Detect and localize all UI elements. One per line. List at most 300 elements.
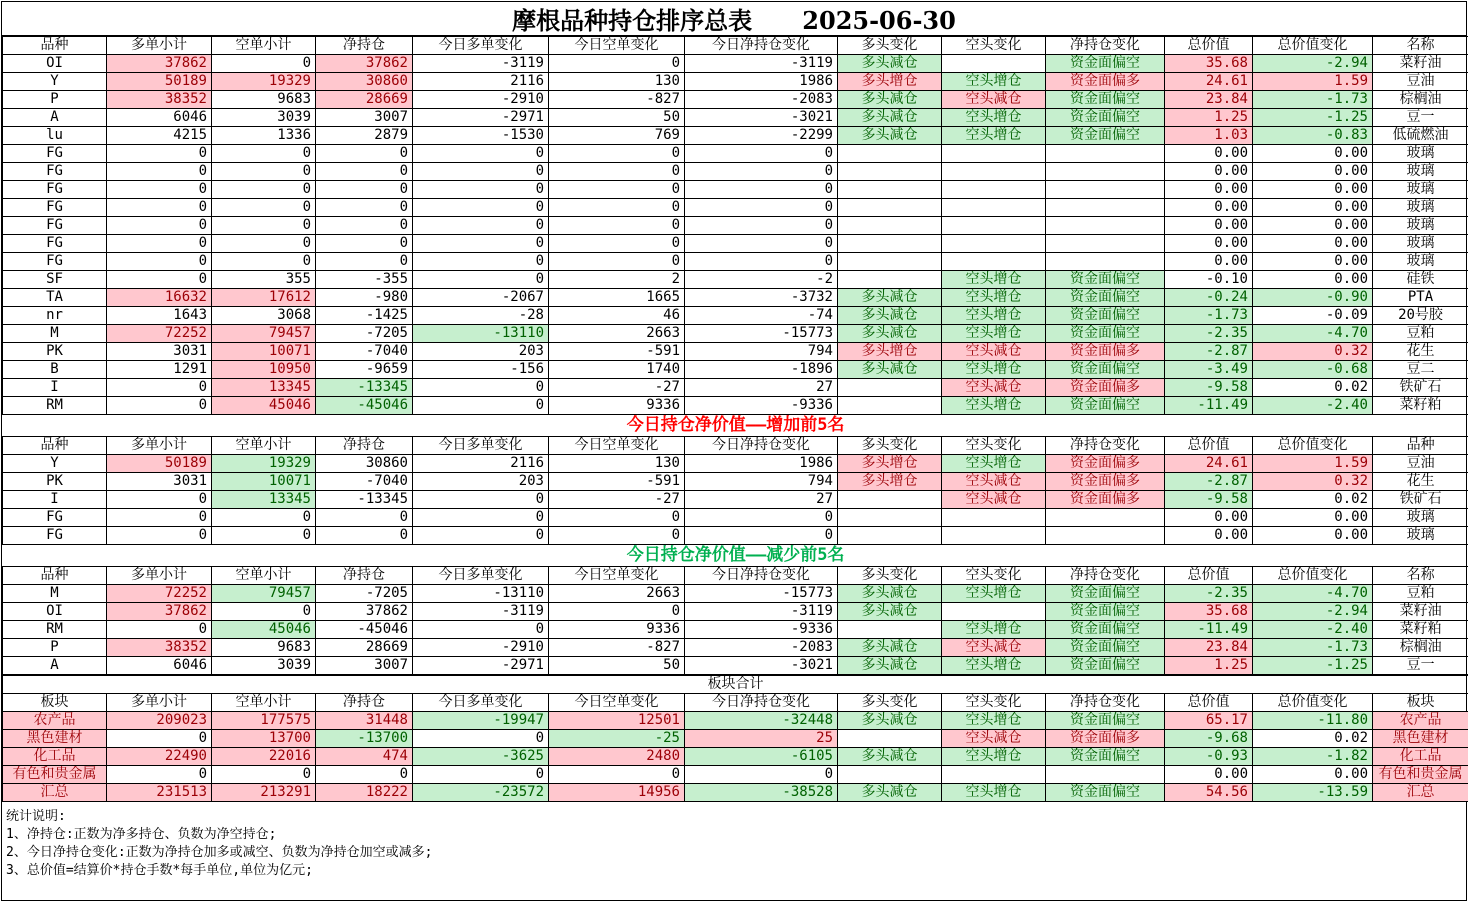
sector-cell: 12501 xyxy=(549,712,685,730)
increase-cell: 铁矿石 xyxy=(1373,491,1468,509)
increase-cell: 空头减仓 xyxy=(942,473,1046,491)
sector-cell: -0.93 xyxy=(1165,748,1253,766)
sector-cell: 13700 xyxy=(212,730,316,748)
main-cell xyxy=(838,199,942,217)
increase-cell: 0 xyxy=(413,491,549,509)
main-cell: 794 xyxy=(685,343,838,361)
main-cell: 多头增仓 xyxy=(838,73,942,91)
sector-header-row xyxy=(3,694,1468,712)
main-cell: 1.03 xyxy=(1165,127,1253,145)
main-cell: 46 xyxy=(549,307,685,325)
main-cell: RM xyxy=(3,397,107,415)
sector-cell: 黑色建材 xyxy=(3,730,107,748)
main-cell: 0 xyxy=(212,199,316,217)
main-cell: -2083 xyxy=(685,91,838,109)
main-cell: 1740 xyxy=(549,361,685,379)
main-cell: 10950 xyxy=(212,361,316,379)
column-header: 净持仓 xyxy=(316,694,413,712)
main-cell xyxy=(1046,253,1165,271)
sector-cell xyxy=(942,766,1046,784)
column-header: 今日净持仓变化 xyxy=(685,567,838,585)
column-header: 板块 xyxy=(1373,694,1468,712)
main-cell: 0 xyxy=(413,181,549,199)
sector-cell: 18222 xyxy=(316,784,413,802)
sector-cell: 汇总 xyxy=(1373,784,1468,802)
decrease-cell: 棕榈油 xyxy=(1373,639,1468,657)
decrease-cell: 0 xyxy=(549,603,685,621)
increase-cell: 2116 xyxy=(413,455,549,473)
main-cell: 1643 xyxy=(107,307,212,325)
main-cell: 0 xyxy=(549,55,685,73)
decrease-cell: 空头增仓 xyxy=(942,621,1046,639)
main-cell: 资金面偏空 xyxy=(1046,55,1165,73)
increase-cell: I xyxy=(3,491,107,509)
decrease-cell: M xyxy=(3,585,107,603)
increase-cell: 203 xyxy=(413,473,549,491)
decrease-cell: -1.73 xyxy=(1253,639,1373,657)
main-cell: 9683 xyxy=(212,91,316,109)
spreadsheet xyxy=(1,1,1467,901)
main-cell: 0 xyxy=(212,55,316,73)
main-cell: 3068 xyxy=(212,307,316,325)
main-cell: 0 xyxy=(413,199,549,217)
main-cell: 19329 xyxy=(212,73,316,91)
decrease-cell: 多头减仓 xyxy=(838,657,942,675)
sector-cell: -19947 xyxy=(413,712,549,730)
main-cell: 23.84 xyxy=(1165,91,1253,109)
column-header: 品种 xyxy=(3,437,107,455)
increase-cell: Y xyxy=(3,455,107,473)
increase-cell xyxy=(838,491,942,509)
main-cell: -2 xyxy=(685,271,838,289)
main-cell: -2.87 xyxy=(1165,343,1253,361)
sector-cell: -11.80 xyxy=(1253,712,1373,730)
sector-cell: 0.00 xyxy=(1165,766,1253,784)
column-header: 名称 xyxy=(1373,567,1468,585)
column-header: 今日多单变化 xyxy=(413,437,549,455)
increase-cell: 0 xyxy=(413,527,549,545)
decrease-cell: -2.40 xyxy=(1253,621,1373,639)
decrease-cell: -3119 xyxy=(685,603,838,621)
decrease-cell: 资金面偏空 xyxy=(1046,585,1165,603)
sector-cell: 22016 xyxy=(212,748,316,766)
sector-cell: 空头增仓 xyxy=(942,712,1046,730)
column-header: 空头变化 xyxy=(942,567,1046,585)
main-cell: 0 xyxy=(413,397,549,415)
main-cell xyxy=(942,163,1046,181)
decrease-cell: 79457 xyxy=(212,585,316,603)
increase-cell: 花生 xyxy=(1373,473,1468,491)
main-cell: -0.24 xyxy=(1165,289,1253,307)
main-cell: -827 xyxy=(549,91,685,109)
increase-cell: -9.58 xyxy=(1165,491,1253,509)
column-header: 今日多单变化 xyxy=(413,694,549,712)
decrease-row xyxy=(3,639,1468,657)
sector-cell: 资金面偏多 xyxy=(1046,730,1165,748)
main-cell: 0 xyxy=(107,379,212,397)
main-cell: 空头增仓 xyxy=(942,289,1046,307)
increase-section xyxy=(2,415,1468,545)
main-cell: 4215 xyxy=(107,127,212,145)
main-cell: 资金面偏空 xyxy=(1046,289,1165,307)
increase-cell: 0.00 xyxy=(1165,509,1253,527)
main-cell: 0 xyxy=(107,163,212,181)
main-cell xyxy=(1046,235,1165,253)
main-cell: 1291 xyxy=(107,361,212,379)
increase-cell: 10071 xyxy=(212,473,316,491)
sector-cell: -1.82 xyxy=(1253,748,1373,766)
section-title-sector: 板块合计 xyxy=(3,676,1468,694)
main-cell: 空头增仓 xyxy=(942,307,1046,325)
main-cell: 769 xyxy=(549,127,685,145)
main-cell: 0 xyxy=(212,145,316,163)
decrease-cell: 3007 xyxy=(316,657,413,675)
decrease-row xyxy=(3,585,1468,603)
column-header: 总价值变化 xyxy=(1253,437,1373,455)
decrease-cell: -2910 xyxy=(413,639,549,657)
main-cell: 0.00 xyxy=(1165,181,1253,199)
main-cell: 0 xyxy=(549,199,685,217)
decrease-cell: -45046 xyxy=(316,621,413,639)
sector-cell: -9.68 xyxy=(1165,730,1253,748)
increase-cell: 794 xyxy=(685,473,838,491)
main-cell: -156 xyxy=(413,361,549,379)
main-cell: 0.00 xyxy=(1253,163,1373,181)
main-cell: -28 xyxy=(413,307,549,325)
main-cell: -2910 xyxy=(413,91,549,109)
sector-cell: 黑色建材 xyxy=(1373,730,1468,748)
main-cell: 1665 xyxy=(549,289,685,307)
increase-cell: 0.00 xyxy=(1165,527,1253,545)
decrease-cell: -13110 xyxy=(413,585,549,603)
main-cell: FG xyxy=(3,217,107,235)
main-cell: 铁矿石 xyxy=(1373,379,1468,397)
increase-cell: 豆油 xyxy=(1373,455,1468,473)
main-cell: 0 xyxy=(413,379,549,397)
sector-row xyxy=(3,712,1468,730)
column-header: 今日多单变化 xyxy=(413,567,549,585)
main-cell: 棕榈油 xyxy=(1373,91,1468,109)
decrease-cell: 资金面偏空 xyxy=(1046,621,1165,639)
main-cell: 37862 xyxy=(316,55,413,73)
column-header: 总价值 xyxy=(1165,437,1253,455)
increase-cell: 0.02 xyxy=(1253,491,1373,509)
decrease-cell: -3119 xyxy=(413,603,549,621)
main-cell: PK xyxy=(3,343,107,361)
main-cell: FG xyxy=(3,199,107,217)
main-cell: 豆油 xyxy=(1373,73,1468,91)
main-cell: -1425 xyxy=(316,307,413,325)
decrease-header-row xyxy=(3,567,1468,585)
main-cell: 0 xyxy=(413,163,549,181)
main-cell xyxy=(1046,199,1165,217)
main-cell: nr xyxy=(3,307,107,325)
sector-cell: -25 xyxy=(549,730,685,748)
sector-cell xyxy=(838,766,942,784)
main-cell xyxy=(942,55,1046,73)
main-cell: 0.02 xyxy=(1253,379,1373,397)
increase-cell: 0 xyxy=(107,509,212,527)
main-position-table xyxy=(2,36,1468,415)
main-cell: 空头减仓 xyxy=(942,343,1046,361)
sector-cell: 0 xyxy=(107,766,212,784)
column-header: 今日净持仓变化 xyxy=(685,37,838,55)
decrease-cell: 2663 xyxy=(549,585,685,603)
main-cell: -0.10 xyxy=(1165,271,1253,289)
main-cell xyxy=(942,199,1046,217)
column-header: 多头变化 xyxy=(838,694,942,712)
main-row xyxy=(3,217,1468,235)
column-header: 多头变化 xyxy=(838,437,942,455)
main-cell: 0 xyxy=(212,181,316,199)
main-cell: SF xyxy=(3,271,107,289)
sheet-title: 摩根品种持仓排序总表 2025-06-30 xyxy=(2,2,1466,36)
main-cell xyxy=(1046,217,1165,235)
main-cell: 资金面偏空 xyxy=(1046,361,1165,379)
main-cell: 50 xyxy=(549,109,685,127)
main-cell: 豆粕 xyxy=(1373,325,1468,343)
notes-line: 1、净持仓:正数为净多持仓、负数为净空持仓; xyxy=(6,826,1462,844)
sector-cell: 0.00 xyxy=(1253,766,1373,784)
main-cell: 9336 xyxy=(549,397,685,415)
main-cell: 空头增仓 xyxy=(942,271,1046,289)
main-row xyxy=(3,145,1468,163)
decrease-cell: -4.70 xyxy=(1253,585,1373,603)
main-cell: 花生 xyxy=(1373,343,1468,361)
column-header: 品种 xyxy=(3,567,107,585)
main-cell: 24.61 xyxy=(1165,73,1253,91)
main-cell: 多头减仓 xyxy=(838,91,942,109)
column-header: 今日净持仓变化 xyxy=(685,694,838,712)
main-cell: 27 xyxy=(685,379,838,397)
main-cell: 1.25 xyxy=(1165,109,1253,127)
main-cell: 0 xyxy=(107,235,212,253)
sector-cell: 空头减仓 xyxy=(942,730,1046,748)
sector-cell: 农产品 xyxy=(1373,712,1468,730)
main-cell: 0.00 xyxy=(1165,199,1253,217)
main-cell: 资金面偏多 xyxy=(1046,73,1165,91)
main-cell xyxy=(838,271,942,289)
main-cell: 0 xyxy=(685,145,838,163)
main-cell: 2879 xyxy=(316,127,413,145)
column-header: 今日净持仓变化 xyxy=(685,437,838,455)
main-cell: -9.58 xyxy=(1165,379,1253,397)
main-cell: 多头减仓 xyxy=(838,325,942,343)
main-cell: 菜籽油 xyxy=(1373,55,1468,73)
main-cell: 2116 xyxy=(413,73,549,91)
increase-cell: 资金面偏多 xyxy=(1046,455,1165,473)
increase-cell: 0 xyxy=(316,527,413,545)
main-cell: -7040 xyxy=(316,343,413,361)
increase-cell: -27 xyxy=(549,491,685,509)
column-header: 品种 xyxy=(1373,437,1468,455)
increase-cell: 0.32 xyxy=(1253,473,1373,491)
column-header: 空单小计 xyxy=(212,437,316,455)
main-cell xyxy=(838,163,942,181)
main-cell: 30860 xyxy=(316,73,413,91)
decrease-cell: 空头增仓 xyxy=(942,657,1046,675)
main-row xyxy=(3,307,1468,325)
decrease-cell: 豆粕 xyxy=(1373,585,1468,603)
increase-cell: -7040 xyxy=(316,473,413,491)
main-cell: 0.00 xyxy=(1165,163,1253,181)
notes-block xyxy=(2,802,1466,886)
decrease-cell: 9683 xyxy=(212,639,316,657)
main-cell xyxy=(1046,181,1165,199)
main-cell: -3021 xyxy=(685,109,838,127)
main-cell: 0 xyxy=(549,181,685,199)
increase-cell: 0 xyxy=(107,527,212,545)
column-header: 多单小计 xyxy=(107,694,212,712)
column-header: 净持仓变化 xyxy=(1046,37,1165,55)
column-header: 总价值变化 xyxy=(1253,37,1373,55)
increase-cell: 0 xyxy=(685,527,838,545)
sector-cell: 多头减仓 xyxy=(838,712,942,730)
main-cell: 0 xyxy=(549,217,685,235)
main-cell: FG xyxy=(3,181,107,199)
main-cell: -4.70 xyxy=(1253,325,1373,343)
main-cell xyxy=(838,217,942,235)
main-cell: FG xyxy=(3,235,107,253)
sector-cell: 空头增仓 xyxy=(942,748,1046,766)
notes-line: 统计说明: xyxy=(6,808,1462,826)
decrease-row xyxy=(3,603,1468,621)
main-cell: 玻璃 xyxy=(1373,163,1468,181)
main-cell: 2 xyxy=(549,271,685,289)
main-cell: 0.00 xyxy=(1253,181,1373,199)
increase-cell: 3031 xyxy=(107,473,212,491)
main-cell: 0 xyxy=(413,271,549,289)
main-cell: 10071 xyxy=(212,343,316,361)
main-cell: M xyxy=(3,325,107,343)
decrease-cell: -3021 xyxy=(685,657,838,675)
column-header: 空头变化 xyxy=(942,694,1046,712)
main-cell: -3.49 xyxy=(1165,361,1253,379)
main-cell: Y xyxy=(3,73,107,91)
main-cell: 多头减仓 xyxy=(838,361,942,379)
column-header: 总价值 xyxy=(1165,694,1253,712)
main-cell xyxy=(838,397,942,415)
decrease-cell: -1.25 xyxy=(1253,657,1373,675)
sector-cell: -23572 xyxy=(413,784,549,802)
sector-cell: 2480 xyxy=(549,748,685,766)
increase-cell xyxy=(838,509,942,527)
decrease-cell: 1.25 xyxy=(1165,657,1253,675)
main-cell: 0 xyxy=(316,217,413,235)
sector-cell: 0 xyxy=(212,766,316,784)
increase-cell: 1.59 xyxy=(1253,455,1373,473)
decrease-cell: P xyxy=(3,639,107,657)
column-header: 今日空单变化 xyxy=(549,567,685,585)
main-cell: 3031 xyxy=(107,343,212,361)
column-header: 净持仓变化 xyxy=(1046,567,1165,585)
column-header: 多头变化 xyxy=(838,567,942,585)
column-header: 净持仓 xyxy=(316,567,413,585)
main-cell: 低硫燃油 xyxy=(1373,127,1468,145)
main-cell: 资金面偏空 xyxy=(1046,91,1165,109)
increase-cell: 30860 xyxy=(316,455,413,473)
column-header: 多单小计 xyxy=(107,437,212,455)
notes-line: 3、总价值=结算价*持仓手数*每手单位,单位为亿元; xyxy=(6,862,1462,880)
main-cell: 50189 xyxy=(107,73,212,91)
decrease-cell: 6046 xyxy=(107,657,212,675)
main-cell: 0 xyxy=(685,235,838,253)
main-cell: -45046 xyxy=(316,397,413,415)
main-row xyxy=(3,163,1468,181)
main-row xyxy=(3,109,1468,127)
main-cell: 0.00 xyxy=(1253,145,1373,163)
sector-cell: -13.59 xyxy=(1253,784,1373,802)
increase-cell: 玻璃 xyxy=(1373,527,1468,545)
decrease-cell: 多头减仓 xyxy=(838,585,942,603)
main-cell: 0.00 xyxy=(1253,253,1373,271)
decrease-cell: 多头减仓 xyxy=(838,603,942,621)
increase-cell: 玻璃 xyxy=(1373,509,1468,527)
column-header: 多单小计 xyxy=(107,567,212,585)
main-cell: 355 xyxy=(212,271,316,289)
main-cell xyxy=(838,253,942,271)
sector-cell: 209023 xyxy=(107,712,212,730)
main-cell: 多头减仓 xyxy=(838,289,942,307)
main-cell: 0 xyxy=(685,181,838,199)
sector-cell: 化工品 xyxy=(1373,748,1468,766)
increase-cell xyxy=(942,527,1046,545)
sector-cell: 资金面偏空 xyxy=(1046,784,1165,802)
main-cell: 0 xyxy=(212,217,316,235)
sector-cell: 22490 xyxy=(107,748,212,766)
increase-header-row xyxy=(3,437,1468,455)
decrease-cell: 资金面偏空 xyxy=(1046,639,1165,657)
main-cell: 豆一 xyxy=(1373,109,1468,127)
main-cell xyxy=(942,181,1046,199)
main-cell: 0 xyxy=(316,181,413,199)
main-cell: -0.90 xyxy=(1253,289,1373,307)
column-header: 空单小计 xyxy=(212,37,316,55)
main-cell: 0 xyxy=(107,199,212,217)
increase-cell: 13345 xyxy=(212,491,316,509)
sector-row xyxy=(3,748,1468,766)
increase-cell xyxy=(838,527,942,545)
main-cell: 0 xyxy=(685,253,838,271)
increase-cell: 空头增仓 xyxy=(942,455,1046,473)
main-cell: -0.83 xyxy=(1253,127,1373,145)
increase-cell: 130 xyxy=(549,455,685,473)
main-row xyxy=(3,379,1468,397)
main-cell: 玻璃 xyxy=(1373,253,1468,271)
increase-cell: PK xyxy=(3,473,107,491)
sector-cell: 0 xyxy=(549,766,685,784)
column-header: 空头变化 xyxy=(942,37,1046,55)
increase-cell: 0 xyxy=(549,509,685,527)
main-row xyxy=(3,343,1468,361)
main-cell: 0 xyxy=(685,163,838,181)
main-cell: 0.00 xyxy=(1165,235,1253,253)
main-cell: 多头减仓 xyxy=(838,55,942,73)
main-cell: 空头增仓 xyxy=(942,361,1046,379)
main-cell: 空头减仓 xyxy=(942,379,1046,397)
main-cell: -3732 xyxy=(685,289,838,307)
sector-cell: -32448 xyxy=(685,712,838,730)
main-cell: I xyxy=(3,379,107,397)
increase-cell xyxy=(1046,527,1165,545)
main-cell: A xyxy=(3,109,107,127)
decrease-cell: 0 xyxy=(413,621,549,639)
column-header: 多单小计 xyxy=(107,37,212,55)
main-cell: -0.68 xyxy=(1253,361,1373,379)
main-cell: 玻璃 xyxy=(1373,181,1468,199)
main-cell: FG xyxy=(3,163,107,181)
sector-cell: 213291 xyxy=(212,784,316,802)
